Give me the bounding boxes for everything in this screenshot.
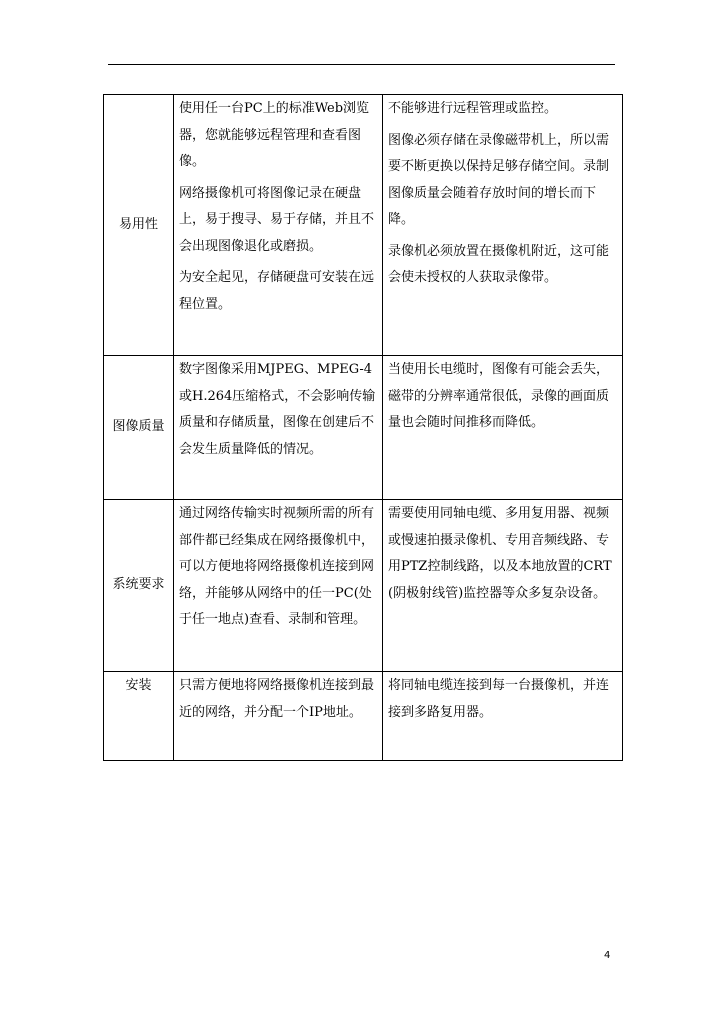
analog-system-cell — [383, 356, 623, 500]
cell-paragraph: 为安全起见，存储硬盘可安装在远程位置。 — [179, 270, 375, 312]
table-row-installation — [104, 672, 623, 761]
row-label: 安装 — [104, 672, 174, 761]
table-row-image-quality — [104, 356, 623, 500]
row-label: 图像质量 — [104, 356, 174, 500]
table-row-ease-of-use — [104, 95, 623, 356]
network-camera-cell — [174, 356, 383, 500]
page-number: 4 — [604, 950, 611, 961]
header-rule — [108, 64, 615, 65]
cell-paragraph: 需要使用同轴电缆、多用复用器、视频或慢速拍摄录像机、专用音频线路、专用PTZ控制线路，以及本地放置的CRT(阴极射线管)监控器等众多复杂设备。 — [388, 506, 612, 601]
cell-paragraph: 使用任一台PC上的标准Web浏览器，您就能够远程管理和查看图像。 — [179, 101, 370, 169]
cell-paragraph: 数字图像采用MJPEG、MPEG-4或H.264压缩格式，不会影响传输质量和存储质量，图像在创建后不会发生质量降低的情况。 — [179, 362, 376, 457]
analog-system-cell — [383, 672, 623, 761]
row-label: 系统要求 — [104, 500, 174, 672]
cell-paragraph: 只需方便地将网络摄像机连接到最近的网络，并分配一个IP地址。 — [179, 678, 375, 720]
cell-paragraph: 录像机必须放置在摄像机附近，这可能会使未授权的人获取录像带。 — [388, 243, 610, 285]
comparison-table — [103, 94, 623, 761]
table-row-system-requirements — [104, 500, 623, 672]
cell-paragraph: 通过网络传输实时视频所需的所有部件都已经集成在网络摄像机中，可以方便地将网络摄像机连接到网络，并能够从网络中的任一PC(处于任一地点)查看、录制和管理。 — [179, 506, 375, 627]
network-camera-cell — [174, 95, 383, 356]
cell-paragraph: 将同轴电缆连接到每一台摄像机，并连接到多路复用器。 — [388, 678, 610, 720]
analog-system-cell — [383, 95, 623, 356]
cell-paragraph: 图像必须存储在录像磁带机上，所以需要不断更换以保持足够存储空间。录制图像质量会随着存放时间的增长而下降。 — [388, 132, 610, 227]
analog-system-cell — [383, 500, 623, 672]
network-camera-cell — [174, 672, 383, 761]
cell-paragraph: 不能够进行远程管理或监控。 — [388, 101, 558, 116]
network-camera-cell — [174, 500, 383, 672]
row-label: 易用性 — [104, 95, 174, 356]
cell-paragraph: 当使用长电缆时，图像有可能会丢失，磁带的分辨率通常很低，录像的画面质量也会随时间推移而降低。 — [388, 362, 610, 430]
cell-paragraph: 网络摄像机可将图像记录在硬盘上，易于搜寻、易于存储，并且不会出现图像退化或磨损。 — [179, 185, 375, 254]
